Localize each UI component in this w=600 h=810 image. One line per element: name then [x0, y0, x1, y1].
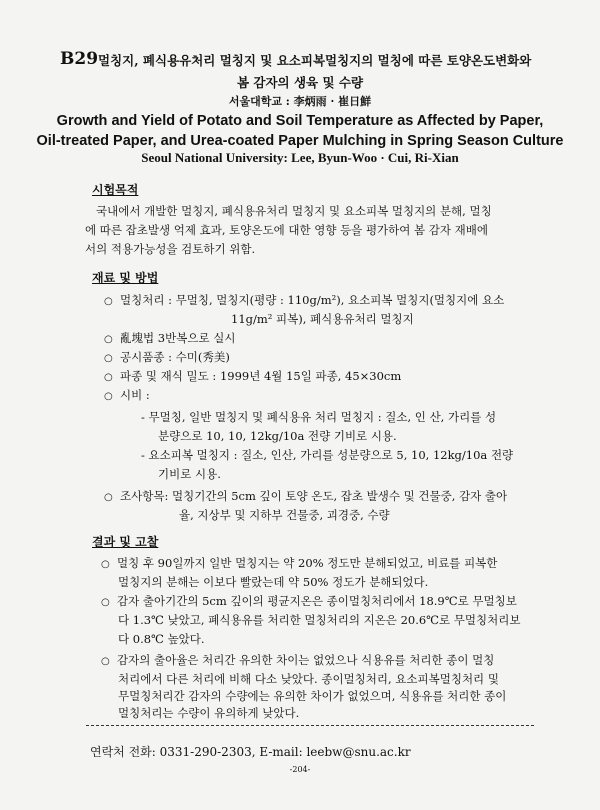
- result-item-1: ○ 멀칭 후 90일까지 일반 멀칭지는 약 20% 정도만 분해되었고, 비료를 피복한: [101, 556, 498, 570]
- method-item-fertilizer: ○ 시비 :: [104, 388, 150, 402]
- objective-line: 에 따른 잡초발생 억제 효과, 토양온도에 대한 영향 등을 평가하여 봄 감자 재배에: [85, 223, 489, 237]
- method-item-survey: ○ 조사항목: 멀칭기간의 5cm 깊이 토양 온도, 잡초 발생수 및 건물중, 감자 출아: [104, 489, 508, 503]
- result-2-line-3: 다 0.8℃ 높았다.: [118, 632, 205, 646]
- objective-line: 서의 적용가능성을 검토하기 위함.: [85, 242, 256, 256]
- result-3-line-3: 무멀칭처리간 감자의 수량에는 유의한 차이가 없었으며, 식용유를 처리한 종이: [118, 689, 507, 703]
- bullet-mark: ○: [101, 597, 110, 608]
- method-item-design: ○ 亂塊법 3반복으로 실시: [104, 331, 236, 345]
- bullet-mark: ○: [101, 559, 110, 570]
- korean-title-line-2: 봄 감자의 생육 및 수량: [236, 75, 364, 90]
- treatment-line-1: 멀칭처리 : 무멀칭, 멀칭지(평량 : 110g/m²), 요소피복 멀칭지(멀칭지에 요소: [120, 293, 505, 307]
- result-3-line-4: 멀칭처리는 수량이 유의하게 낮았다.: [118, 706, 300, 720]
- bullet-mark: ○: [104, 391, 113, 402]
- english-affiliation: Seoul National University: Lee, Byun-Woo · Cui, Ri-Xian: [141, 150, 459, 165]
- fertilizer-item-1-line-2: 분량으로 10, 10, 12kg/10a 전량 기비로 시용.: [158, 429, 397, 443]
- bullet-mark: ○: [104, 492, 113, 503]
- result-item-2: ○ 감자 출아기간의 5cm 깊이의 평균지온은 종이멀칭처리에서 18.9℃로 무멀칭보: [101, 594, 517, 608]
- bullet-mark: ○: [104, 296, 113, 307]
- results-heading: 결과 및 고찰: [92, 535, 159, 549]
- fertilizer-item-2-line-1: - 요소피복 멀칭지 : 질소, 인산, 가리를 성분량으로 5, 10, 12kg/10a 전량: [141, 448, 514, 462]
- korean-title-line-1: 멀칭지, 폐식용유처리 멀칭지 및 요소피복멀칭지의 멀칭에 따른 토양온도변화와: [98, 53, 532, 68]
- methods-heading: 재료 및 방법: [92, 271, 159, 285]
- objective-heading: 시험목적: [92, 183, 139, 197]
- objective-line: 국내에서 개발한 멀칭지, 폐식용유처리 멀칭지 및 요소피복 멀칭지의 분해, 멀칭: [96, 204, 492, 218]
- divider-line: [86, 725, 534, 726]
- bullet-mark: ○: [104, 353, 113, 364]
- bullet-mark: ○: [104, 372, 113, 383]
- result-3-line-2: 처리에서 다른 처리에 비해 다소 낮았다. 종이멀칭처리, 요소피복멀칭처리 및: [118, 672, 499, 686]
- fertilizer-item-2-line-2: 기비로 시용.: [158, 467, 221, 481]
- method-item-variety: ○ 공시품종 : 수미(秀美): [104, 350, 230, 364]
- bullet-mark: ○: [101, 656, 110, 667]
- result-2-line-2: 다 1.3℃ 낮았고, 폐식용유를 처리한 멀칭처리의 지온은 20.6℃로 무멀칭처리보: [118, 613, 521, 627]
- fertilizer-item-1-line-1: - 무멀칭, 일반 멀칭지 및 폐식용유 처리 멀칭지 : 질소, 인 산, 가리를 성: [141, 410, 497, 424]
- abstract-code: B29: [60, 49, 99, 69]
- result-item-3: ○ 감자의 출아율은 처리간 유의한 차이는 없었으나 식용유를 처리한 종이 멀칭: [101, 653, 495, 667]
- english-title-line-2: Oil-treated Paper, and Urea-coated Paper Mulching in Spring Season Culture: [36, 133, 564, 149]
- english-title-line-1: Growth and Yield of Potato and Soil Temperature as Affected by Paper,: [56, 113, 544, 129]
- method-item-treatment: [104, 292, 504, 308]
- contact-info: 연락처 전화: 0331-290-2303, E-mail: leebw@snu.ac.kr: [90, 745, 411, 759]
- page-number: -204-: [289, 765, 311, 774]
- survey-line-2: 율, 지상부 및 지하부 건물중, 괴경중, 수량: [179, 508, 390, 522]
- result-1-line-2: 멀칭지의 분해는 이보다 빨랐는데 약 50% 정도가 분해되었다.: [118, 575, 429, 589]
- korean-affiliation: 서울대학교 : 李炳雨 · 崔日鮮: [228, 95, 372, 108]
- method-item-planting: ○ 파종 및 재식 밀도 : 1999년 4월 15일 파종, 45×30cm: [104, 369, 402, 383]
- treatment-line-2: 11g/m² 피복), 폐식용유처리 멀칭지: [231, 312, 414, 326]
- bullet-mark: ○: [104, 334, 113, 345]
